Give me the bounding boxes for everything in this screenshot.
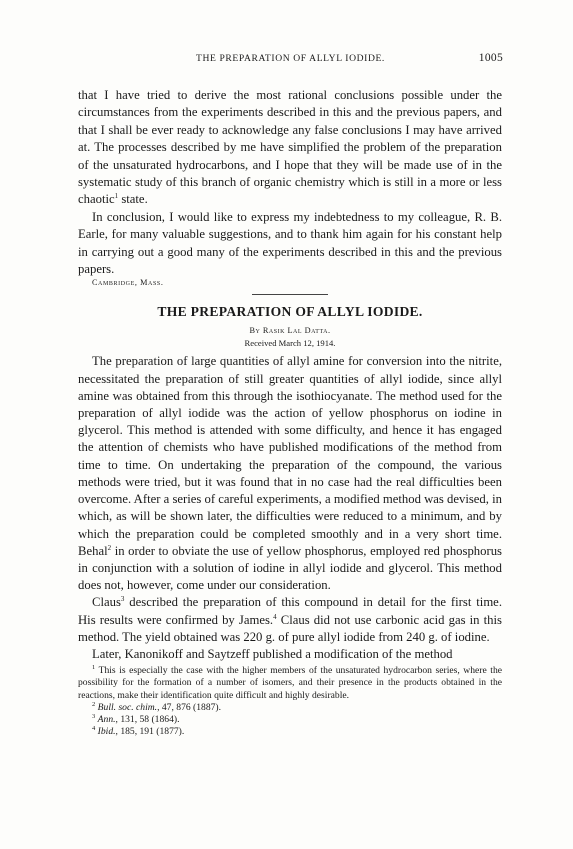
footnote-ref: 3 <box>120 595 125 604</box>
paragraph-text: Claus <box>92 595 121 610</box>
page-body <box>78 87 502 738</box>
paragraph-text: The preparation of large quantities of allyl amine for conversion into the nitrite, necessitated the preparation of still greater quantities of allyl iodide, since allyl amine was obtained from this through the isothiocyanate. The method used for the preparation of allyl iodide was the action of yellow phosphorus on iodine in glycerol. This method is attended with some difficulty, and hence it has engaged the attention of chemists who have published modifications of the method from time to time. On undertaking the preparation of the compound, the various methods were tried, but it was found that in no case had the real difficulties been overcome. After a series of careful experiments, a modified method was devised, in which, as will be shown later, the difficulties were reduced to a minimum, and by which the preparation could be completed smoothly and in a very short time. Behal <box>78 354 502 558</box>
paragraph-text-end: in order to obviate the use of yellow phosphorus, employed red phosphorus in conjunction with a solution of iodine in allyl iodide and glycerol. This method does not, however, come under our consideration. <box>78 543 502 593</box>
footnote-ref: 2 <box>107 543 112 552</box>
article-title: THE PREPARATION OF ALLYL IODIDE. <box>157 304 423 320</box>
footnote <box>78 726 502 738</box>
footnote-ref: 4 <box>273 612 277 621</box>
footnote <box>78 714 502 726</box>
article-byline: By Rasik Lal Datta. <box>249 326 331 336</box>
running-head <box>78 53 503 67</box>
paragraph-text: that I have tried to derive the most rational conclusions possible under the circumstances from the experiments described in this and the previous papers, and that I shall be ever ready to acknowledge any false conclusions I may have arrived at. The processes described by me have simplified the problem of the preparation of the unsaturated hydrocarbons, and I hope that they will be made use of in the systematic study of this branch of organic chemistry which is still in a more or less chaotic <box>78 88 502 207</box>
footnote-journal: Ibid. <box>97 726 116 738</box>
paragraph-text-middle: described the preparation of this compound in detail for the first time. His results were confirmed by James. <box>78 595 502 627</box>
footnote-citation: , 131, 58 (1864). <box>115 713 180 725</box>
footnote-citation: , 185, 191 (1877). <box>115 726 185 738</box>
footnote-mark: 2 <box>92 700 96 708</box>
footnote-citation: , 47, 876 (1887). <box>157 701 222 713</box>
prev-article-closing-paragraph: In conclusion, I would like to express my indebtedness to my colleague, R. B. Earle, for many valuable suggestions, and to thank him again for his constant help in carrying out a good many of the experiments described in this and the previous papers. <box>78 209 502 277</box>
section-divider <box>252 294 328 295</box>
received-date: Received March 12, 1914. <box>244 338 336 349</box>
footnote-journal: Ann. <box>97 713 116 725</box>
footnote-text: This is especially the case with the higher members of the unsaturated hydrocarbon series, where the possibility for the formation of a number of isomers, and their presence in the products obtained in the reactions, make their identification quite difficult and highly desirable. <box>78 665 502 701</box>
footnote-mark: 4 <box>92 724 96 732</box>
article-paragraph-1 <box>78 353 502 594</box>
footnote-mark: 3 <box>92 712 96 720</box>
footnote-mark: 1 <box>92 663 96 671</box>
author-location: Cambridge, Mass. <box>92 278 164 288</box>
paragraph-text-end: Claus did not use carbonic acid gas in this method. The yield obtained was 220 g. of pure allyl iodide from 240 g. of iodine. <box>78 612 502 644</box>
article-paragraph-3: Later, Kanonikoff and Saytzeff published a modification of the method <box>92 646 453 661</box>
footnote <box>78 702 502 714</box>
paragraph-text-end: state. <box>118 192 148 207</box>
footnote-ref: 1 <box>114 192 119 201</box>
article-paragraph-2 <box>78 594 502 646</box>
running-head-title: THE PREPARATION OF ALLYL IODIDE. <box>196 53 385 64</box>
footnote-journal: Bull. soc. chim. <box>97 701 158 713</box>
prev-article-paragraph <box>78 87 502 209</box>
footnote <box>78 665 502 702</box>
page-number: 1005 <box>478 52 503 64</box>
